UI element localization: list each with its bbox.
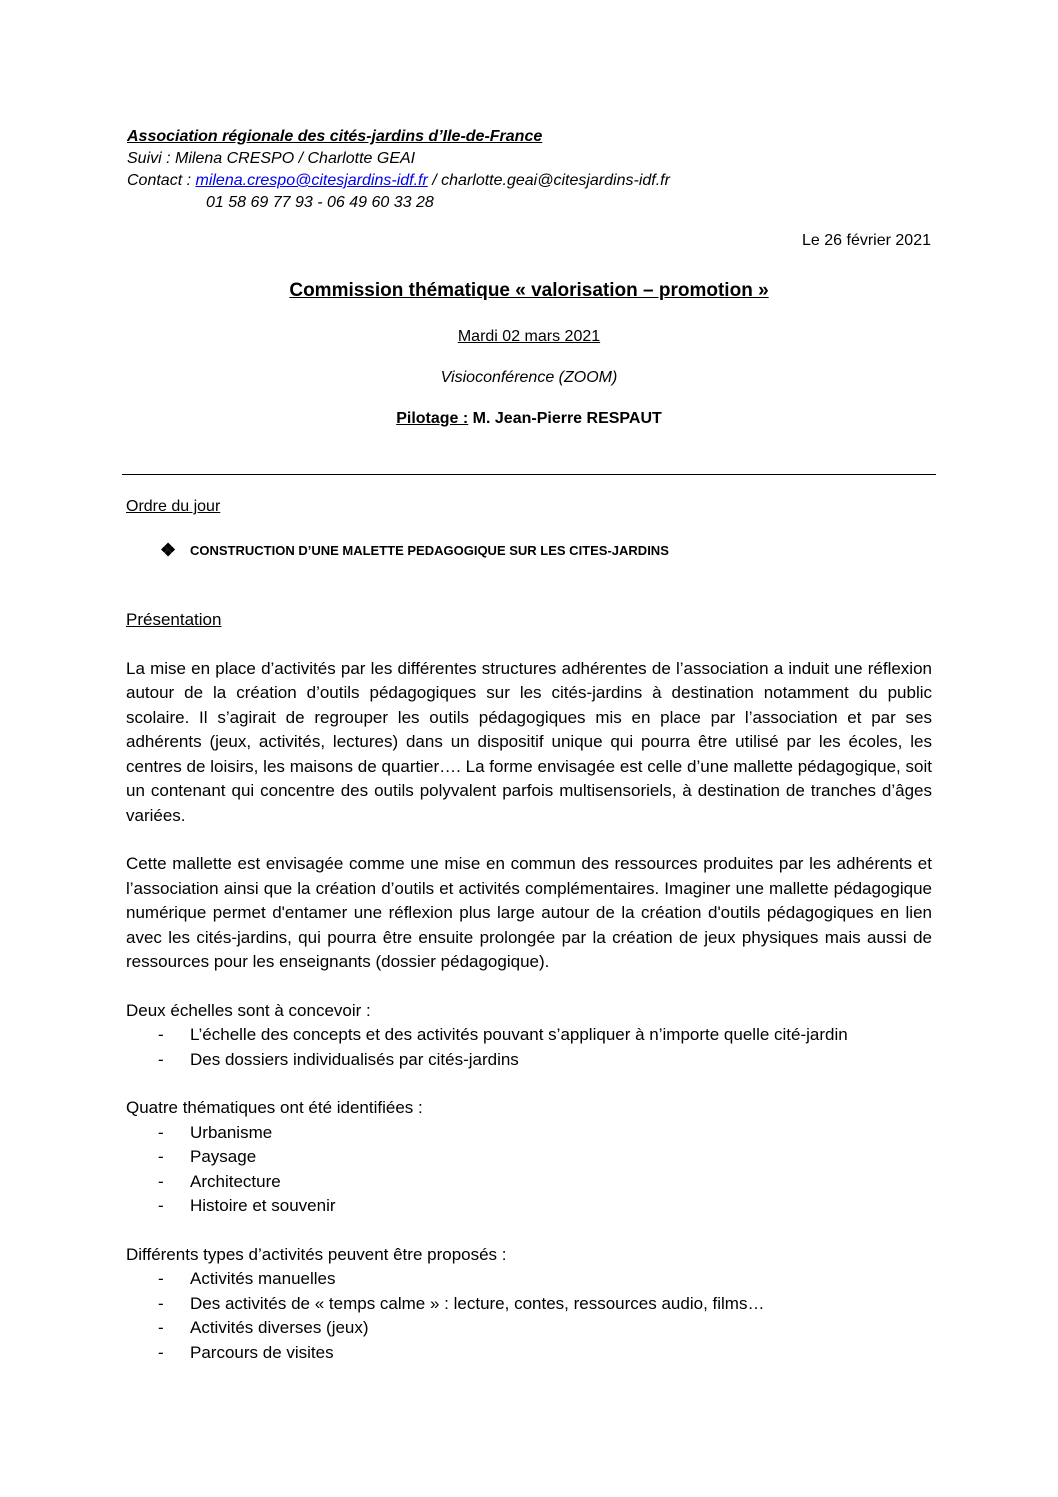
list-item: - Des dossiers individualisés par cités-jardins [126, 1048, 932, 1073]
presentation-section [126, 608, 932, 1365]
list-item: - L’échelle des concepts et des activités pouvant s’appliquer à n’importe quelle cité-jardin [126, 1023, 932, 1048]
scales-list [126, 1023, 932, 1072]
letter-date: Le 26 février 2021 [802, 232, 931, 249]
contact-line [127, 170, 670, 192]
diamond-bullet-icon: ❖ [160, 540, 177, 560]
themes-list [126, 1121, 932, 1219]
phone-numbers: 01 58 69 77 93 - 06 49 60 33 28 [206, 194, 434, 211]
agenda-item [160, 540, 669, 561]
list-item: - Activités diverses (jeux) [126, 1316, 932, 1341]
list-item: - Urbanisme [126, 1121, 932, 1146]
presentation-paragraph-1: La mise en place d’activités par les différentes structures adhérentes de l’association a induit une réflexion autour de la création d’outils pédagogiques sur les cités-jardins à destination notamment du public scolaire. Il s’agirait de regrouper les outils pédagogiques mis en place par l’association et par ses adhérents (jeux, activités, lectures) dans un dispositif unique qui pourra être utilisé par les écoles, les centres de loisirs, les maisons de quartier…. La forme envisagée est celle d’une mallette pédagogique, soit un contenant qui concentre des outils polyvalent parfois multisensoriels, à destination de tranches d’âges variées. [126, 658, 932, 825]
presentation-paragraph-2: Cette mallette est envisagée comme une mise en commun des ressources produites par les adhérents et l’association ainsi que la création d’outils et activités complémentaires. Imaginer une mallette pédagogique numérique permet d'entamer une réflexion plus large autour de la création d'outils pédagogiques en lien avec les cités-jardins, qui pourra être ensuite prolongée par la création de jeux physiques mais aussi de ressources pour les enseignants (dossier pédagogique). [126, 854, 932, 971]
presentation-heading: Présentation [126, 610, 222, 629]
pilot-label: Pilotage : [396, 410, 469, 427]
contact-email-link[interactable]: milena.crespo@citesjardins-idf.fr [195, 172, 428, 189]
organization-name: Association régionale des cités-jardins d’Ile-de-France [127, 128, 543, 145]
list-item: - Paysage [126, 1145, 932, 1170]
list-item: - Parcours de visites [126, 1341, 932, 1366]
letter-header [127, 126, 670, 214]
horizontal-divider [122, 474, 936, 475]
followup-line: Suivi : Milena CRESPO / Charlotte GEAI [127, 150, 416, 167]
themes-intro: Quatre thématiques ont été identifiées : [126, 1098, 423, 1117]
agenda-item-label: CONSTRUCTION D’UNE MALETTE PEDAGOGIQUE SUR LES CITES-JARDINS [190, 543, 669, 558]
list-item: - Histoire et souvenir [126, 1194, 932, 1219]
meeting-venue: Visioconférence (ZOOM) [440, 369, 618, 386]
meeting-pilot [0, 410, 1058, 428]
contact-email-secondary: / charlotte.geai@citesjardins-idf.fr [427, 172, 670, 189]
list-item: - Architecture [126, 1170, 932, 1195]
meeting-date: Mardi 02 mars 2021 [457, 328, 601, 345]
activities-intro: Différents types d’activités peuvent être proposés : [126, 1244, 507, 1264]
agenda-heading: Ordre du jour [126, 498, 221, 515]
pilot-name: M. Jean-Pierre RESPAUT [468, 410, 662, 427]
scales-intro: Deux échelles sont à concevoir : [126, 1000, 371, 1020]
meeting-title: Commission thématique « valorisation – promotion » [289, 280, 769, 301]
list-item: - Des activités de « temps calme » : lecture, contes, ressources audio, films… [126, 1292, 932, 1317]
contact-label: Contact : [127, 172, 196, 189]
activities-list [126, 1267, 932, 1365]
list-item: - Activités manuelles [126, 1267, 932, 1292]
